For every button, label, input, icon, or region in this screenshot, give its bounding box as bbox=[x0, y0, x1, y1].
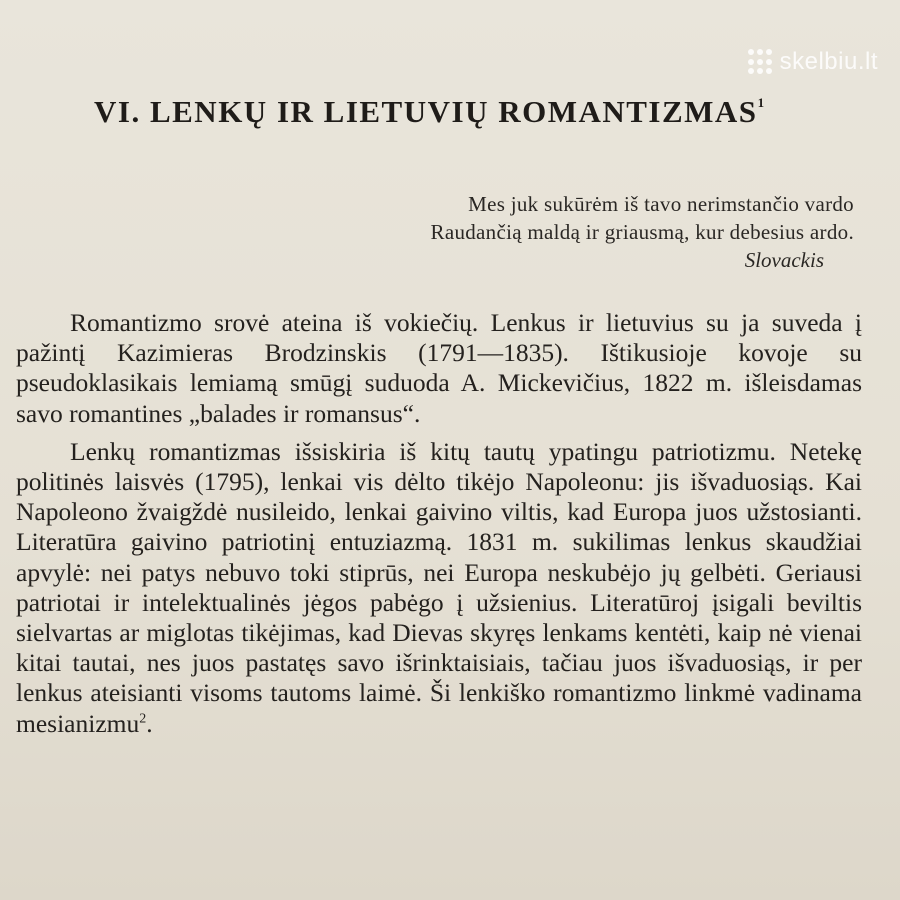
epigraph-author: Slovackis bbox=[744, 248, 824, 272]
epigraph bbox=[254, 190, 854, 274]
dots-logo-icon bbox=[748, 49, 774, 75]
site-watermark bbox=[748, 48, 878, 76]
chapter-title bbox=[94, 94, 764, 130]
paragraph-2-text: Lenkų romantizmas išsiskiria iš kitų tautų ypatingu patriotizmu. Netekę politinės laisvės (1795), lenkai vis dėlto tikėjo Napoleonu: jis išvaduosiąs. Kai Napoleono žvaigždė nusileido, lenkai gaivino viltis, kad Europa juos užstosianti. Literatūra gaivino patriotinį entuziazmą. 1831 m. sukilimas lenkus skaudžiai apvylė: nei patys nebuvo toki stiprūs, nei Europa neskubėjo jų gelbėti. Geriausi patriotai ir intelektualinės jėgos pabėgo į užsienius. Literatūroj įsigali beviltis sielvartas ar miglotas tikėjimas, kad Dievas skyręs lenkams kentėti, kaip nė vienai kitai tautai, nes juos pastatęs savo išrinktaisiais, tačiau juos išvaduosiąs, ir per lenkus ateisianti visoms tautoms laimė. Ši lenkiško romantizmo linkmė vadinama mesianizmu bbox=[16, 436, 862, 738]
paragraph-2-tail: . bbox=[146, 708, 153, 738]
paragraph-1-text: Romantizmo srovė ateina iš vokiečių. Lenkus ir lietuvius su ja suveda į pažintį Kazimieras Brodzinskis (1791—1835). Ištikusioje kovoje su pseudoklasikais lemiamą smūgį suduoda A. Mickevičius, 1822 m. išleisdamas savo romantines „balades ir romansus“. bbox=[16, 308, 862, 428]
epigraph-line-2: Raudančią maldą ir griausmą, kur debesius ardo. bbox=[430, 220, 854, 244]
paragraph-1 bbox=[16, 308, 862, 429]
chapter-footnote-mark: 1 bbox=[757, 94, 765, 110]
epigraph-line-1: Mes juk sukūrėm iš tavo nerimstančio vardo bbox=[468, 192, 854, 216]
body-text bbox=[16, 308, 862, 739]
paragraph-2 bbox=[16, 437, 862, 739]
paragraph-2-footnote-mark: 2 bbox=[139, 711, 147, 727]
chapter-title-text: VI. LENKŲ IR LIETUVIŲ ROMANTIZMAS bbox=[94, 94, 758, 129]
watermark-text: skelbiu.lt bbox=[779, 48, 878, 75]
